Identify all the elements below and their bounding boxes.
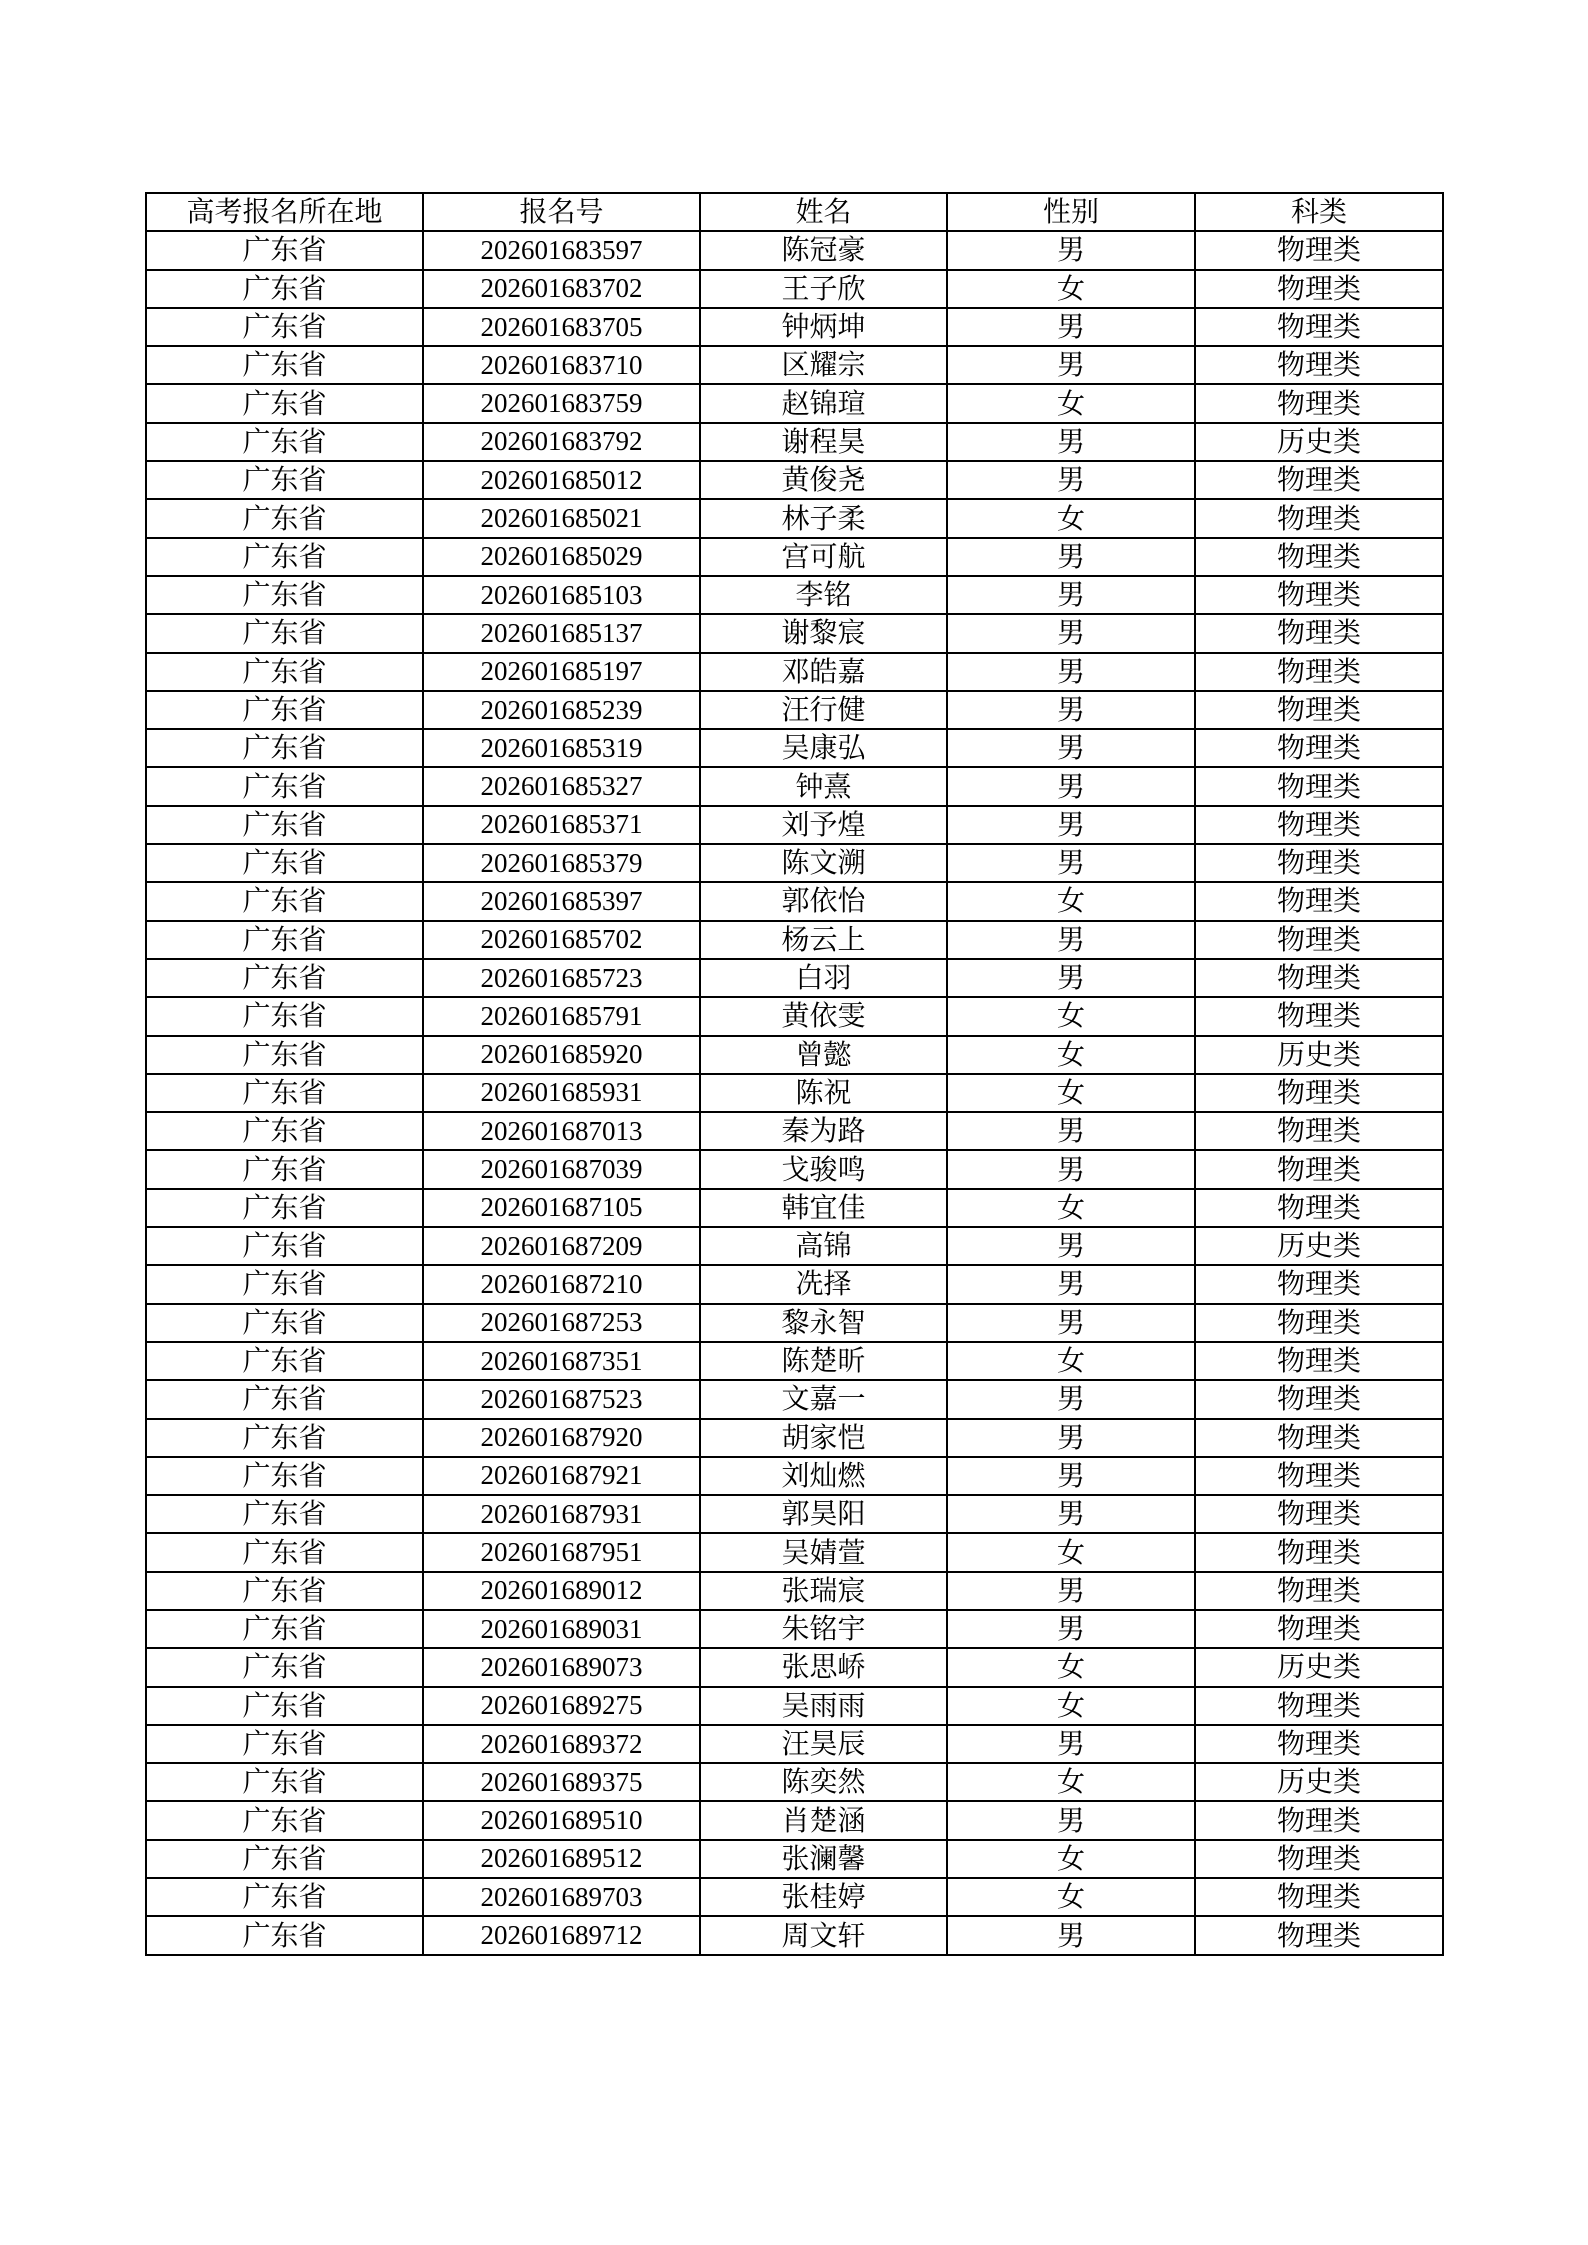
cell-gender: 男 <box>947 576 1195 614</box>
table-row <box>146 1189 1443 1227</box>
cell-subject-category: 物理类 <box>1195 346 1443 384</box>
cell-subject-category: 物理类 <box>1195 384 1443 422</box>
table-row <box>146 270 1443 308</box>
cell-gender: 男 <box>947 691 1195 729</box>
cell-location: 广东省 <box>146 882 423 920</box>
cell-subject-category: 物理类 <box>1195 1074 1443 1112</box>
cell-gender: 男 <box>947 1495 1195 1533</box>
admission-roster-table <box>145 192 1444 1956</box>
cell-location: 广东省 <box>146 231 423 269</box>
cell-subject-category: 物理类 <box>1195 231 1443 269</box>
cell-subject-category: 物理类 <box>1195 1878 1443 1916</box>
cell-name: 秦为路 <box>700 1112 947 1150</box>
cell-name: 张澜馨 <box>700 1840 947 1878</box>
table-row <box>146 806 1443 844</box>
cell-name: 李铭 <box>700 576 947 614</box>
cell-location: 广东省 <box>146 614 423 652</box>
cell-subject-category: 物理类 <box>1195 691 1443 729</box>
table-row <box>146 653 1443 691</box>
cell-gender: 男 <box>947 1150 1195 1188</box>
cell-gender: 女 <box>947 1074 1195 1112</box>
table-row <box>146 1265 1443 1303</box>
cell-name: 朱铭宇 <box>700 1610 947 1648</box>
cell-registration-number: 202601689375 <box>423 1763 700 1801</box>
cell-gender: 男 <box>947 538 1195 576</box>
cell-subject-category: 物理类 <box>1195 1533 1443 1571</box>
cell-name: 杨云上 <box>700 921 947 959</box>
cell-gender: 男 <box>947 1112 1195 1150</box>
cell-gender: 女 <box>947 270 1195 308</box>
cell-gender: 男 <box>947 921 1195 959</box>
cell-name: 吴雨雨 <box>700 1687 947 1725</box>
cell-location: 广东省 <box>146 461 423 499</box>
cell-registration-number: 202601685197 <box>423 653 700 691</box>
cell-location: 广东省 <box>146 1801 423 1839</box>
cell-registration-number: 202601687209 <box>423 1227 700 1265</box>
table-row <box>146 1036 1443 1074</box>
table-row <box>146 844 1443 882</box>
cell-gender: 女 <box>947 1533 1195 1571</box>
cell-location: 广东省 <box>146 1150 423 1188</box>
cell-gender: 男 <box>947 1572 1195 1610</box>
cell-gender: 男 <box>947 1380 1195 1418</box>
header-row <box>146 193 1443 231</box>
table-row <box>146 1610 1443 1648</box>
cell-subject-category: 物理类 <box>1195 1380 1443 1418</box>
table-row <box>146 461 1443 499</box>
table-row <box>146 1419 1443 1457</box>
cell-name: 周文轩 <box>700 1916 947 1954</box>
cell-registration-number: 202601687351 <box>423 1342 700 1380</box>
table-row <box>146 767 1443 805</box>
table-row <box>146 384 1443 422</box>
table-row <box>146 576 1443 614</box>
cell-registration-number: 202601685029 <box>423 538 700 576</box>
cell-gender: 男 <box>947 959 1195 997</box>
cell-registration-number: 202601689073 <box>423 1648 700 1686</box>
cell-registration-number: 202601683792 <box>423 423 700 461</box>
table-row <box>146 1687 1443 1725</box>
cell-name: 谢程昊 <box>700 423 947 461</box>
cell-registration-number: 202601685103 <box>423 576 700 614</box>
cell-subject-category: 历史类 <box>1195 1036 1443 1074</box>
table-row <box>146 346 1443 384</box>
cell-name: 黄俊尧 <box>700 461 947 499</box>
cell-gender: 男 <box>947 1227 1195 1265</box>
cell-location: 广东省 <box>146 1916 423 1954</box>
table-row <box>146 1572 1443 1610</box>
cell-registration-number: 202601687210 <box>423 1265 700 1303</box>
cell-name: 区耀宗 <box>700 346 947 384</box>
table-row <box>146 308 1443 346</box>
header-registration-location: 高考报名所在地 <box>146 193 423 231</box>
cell-location: 广东省 <box>146 1342 423 1380</box>
cell-registration-number: 202601685021 <box>423 499 700 537</box>
cell-name: 汪昊辰 <box>700 1725 947 1763</box>
cell-gender: 男 <box>947 844 1195 882</box>
cell-subject-category: 物理类 <box>1195 1916 1443 1954</box>
cell-registration-number: 202601685931 <box>423 1074 700 1112</box>
table-row <box>146 423 1443 461</box>
cell-location: 广东省 <box>146 806 423 844</box>
cell-location: 广东省 <box>146 384 423 422</box>
cell-gender: 女 <box>947 1763 1195 1801</box>
cell-name: 张思峤 <box>700 1648 947 1686</box>
table-row <box>146 1533 1443 1571</box>
cell-location: 广东省 <box>146 1648 423 1686</box>
table-body <box>146 231 1443 1954</box>
cell-subject-category: 物理类 <box>1195 1610 1443 1648</box>
cell-gender: 男 <box>947 1419 1195 1457</box>
cell-name: 林子柔 <box>700 499 947 537</box>
cell-location: 广东省 <box>146 1036 423 1074</box>
cell-location: 广东省 <box>146 1265 423 1303</box>
cell-location: 广东省 <box>146 1189 423 1227</box>
cell-name: 戈骏鸣 <box>700 1150 947 1188</box>
cell-gender: 女 <box>947 1342 1195 1380</box>
cell-subject-category: 物理类 <box>1195 614 1443 652</box>
cell-gender: 男 <box>947 767 1195 805</box>
cell-location: 广东省 <box>146 844 423 882</box>
cell-registration-number: 202601683702 <box>423 270 700 308</box>
table-header <box>146 193 1443 231</box>
cell-subject-category: 物理类 <box>1195 729 1443 767</box>
table-row <box>146 1648 1443 1686</box>
cell-location: 广东省 <box>146 576 423 614</box>
cell-registration-number: 202601683759 <box>423 384 700 422</box>
cell-name: 陈冠豪 <box>700 231 947 269</box>
table-row <box>146 1074 1443 1112</box>
cell-location: 广东省 <box>146 538 423 576</box>
cell-name: 谢黎宸 <box>700 614 947 652</box>
cell-subject-category: 历史类 <box>1195 1227 1443 1265</box>
cell-gender: 男 <box>947 1457 1195 1495</box>
cell-name: 陈楚昕 <box>700 1342 947 1380</box>
cell-registration-number: 202601687921 <box>423 1457 700 1495</box>
table-row <box>146 1150 1443 1188</box>
cell-name: 韩宜佳 <box>700 1189 947 1227</box>
cell-location: 广东省 <box>146 729 423 767</box>
cell-registration-number: 202601687253 <box>423 1304 700 1342</box>
cell-gender: 男 <box>947 231 1195 269</box>
cell-name: 肖楚涵 <box>700 1801 947 1839</box>
cell-location: 广东省 <box>146 1227 423 1265</box>
cell-subject-category: 物理类 <box>1195 882 1443 920</box>
cell-name: 文嘉一 <box>700 1380 947 1418</box>
cell-location: 广东省 <box>146 1304 423 1342</box>
cell-subject-category: 历史类 <box>1195 423 1443 461</box>
cell-gender: 女 <box>947 1878 1195 1916</box>
cell-location: 广东省 <box>146 997 423 1035</box>
cell-name: 郭昊阳 <box>700 1495 947 1533</box>
cell-registration-number: 202601687039 <box>423 1150 700 1188</box>
cell-location: 广东省 <box>146 1419 423 1457</box>
cell-name: 吴婧萱 <box>700 1533 947 1571</box>
cell-registration-number: 202601687523 <box>423 1380 700 1418</box>
table-row <box>146 1801 1443 1839</box>
cell-registration-number: 202601689012 <box>423 1572 700 1610</box>
cell-name: 汪行健 <box>700 691 947 729</box>
cell-location: 广东省 <box>146 1533 423 1571</box>
cell-location: 广东省 <box>146 1495 423 1533</box>
table-row <box>146 1304 1443 1342</box>
cell-subject-category: 历史类 <box>1195 1648 1443 1686</box>
cell-registration-number: 202601687951 <box>423 1533 700 1571</box>
cell-location: 广东省 <box>146 921 423 959</box>
cell-location: 广东省 <box>146 423 423 461</box>
cell-registration-number: 202601683597 <box>423 231 700 269</box>
cell-subject-category: 物理类 <box>1195 1265 1443 1303</box>
table-row <box>146 729 1443 767</box>
cell-subject-category: 物理类 <box>1195 1112 1443 1150</box>
cell-gender: 男 <box>947 423 1195 461</box>
cell-registration-number: 202601683705 <box>423 308 700 346</box>
cell-registration-number: 202601689512 <box>423 1840 700 1878</box>
cell-registration-number: 202601685137 <box>423 614 700 652</box>
cell-gender: 女 <box>947 1189 1195 1227</box>
table-row <box>146 231 1443 269</box>
cell-registration-number: 202601689510 <box>423 1801 700 1839</box>
cell-registration-number: 202601689031 <box>423 1610 700 1648</box>
cell-subject-category: 物理类 <box>1195 1840 1443 1878</box>
table-row <box>146 499 1443 537</box>
cell-registration-number: 202601685379 <box>423 844 700 882</box>
cell-registration-number: 202601687013 <box>423 1112 700 1150</box>
cell-name: 陈祝 <box>700 1074 947 1112</box>
cell-location: 广东省 <box>146 1112 423 1150</box>
cell-registration-number: 202601685012 <box>423 461 700 499</box>
cell-registration-number: 202601685397 <box>423 882 700 920</box>
table-row <box>146 1227 1443 1265</box>
cell-registration-number: 202601689275 <box>423 1687 700 1725</box>
cell-subject-category: 物理类 <box>1195 1419 1443 1457</box>
cell-registration-number: 202601683710 <box>423 346 700 384</box>
cell-name: 黎永智 <box>700 1304 947 1342</box>
cell-location: 广东省 <box>146 1610 423 1648</box>
cell-subject-category: 物理类 <box>1195 1495 1443 1533</box>
cell-location: 广东省 <box>146 1878 423 1916</box>
cell-gender: 女 <box>947 499 1195 537</box>
cell-name: 胡家恺 <box>700 1419 947 1457</box>
cell-registration-number: 202601685791 <box>423 997 700 1035</box>
cell-subject-category: 物理类 <box>1195 576 1443 614</box>
cell-subject-category: 物理类 <box>1195 653 1443 691</box>
cell-registration-number: 202601687105 <box>423 1189 700 1227</box>
cell-name: 吴康弘 <box>700 729 947 767</box>
cell-gender: 男 <box>947 1610 1195 1648</box>
table-row <box>146 1840 1443 1878</box>
cell-location: 广东省 <box>146 1380 423 1418</box>
cell-name: 陈文溯 <box>700 844 947 882</box>
cell-subject-category: 物理类 <box>1195 921 1443 959</box>
cell-registration-number: 202601689372 <box>423 1725 700 1763</box>
cell-name: 郭依怡 <box>700 882 947 920</box>
table-row <box>146 1878 1443 1916</box>
cell-subject-category: 物理类 <box>1195 1725 1443 1763</box>
table-row <box>146 538 1443 576</box>
table-row <box>146 1457 1443 1495</box>
cell-name: 钟炳坤 <box>700 308 947 346</box>
cell-subject-category: 物理类 <box>1195 1189 1443 1227</box>
cell-name: 邓皓嘉 <box>700 653 947 691</box>
cell-subject-category: 物理类 <box>1195 499 1443 537</box>
cell-name: 刘灿燃 <box>700 1457 947 1495</box>
table-row <box>146 1763 1443 1801</box>
table-row <box>146 691 1443 729</box>
cell-subject-category: 历史类 <box>1195 1763 1443 1801</box>
cell-location: 广东省 <box>146 346 423 384</box>
cell-gender: 女 <box>947 997 1195 1035</box>
cell-subject-category: 物理类 <box>1195 997 1443 1035</box>
cell-gender: 男 <box>947 1725 1195 1763</box>
cell-location: 广东省 <box>146 1074 423 1112</box>
cell-gender: 男 <box>947 1304 1195 1342</box>
cell-subject-category: 物理类 <box>1195 1304 1443 1342</box>
cell-subject-category: 物理类 <box>1195 461 1443 499</box>
cell-name: 冼择 <box>700 1265 947 1303</box>
cell-subject-category: 物理类 <box>1195 1457 1443 1495</box>
cell-location: 广东省 <box>146 1572 423 1610</box>
cell-location: 广东省 <box>146 959 423 997</box>
cell-subject-category: 物理类 <box>1195 767 1443 805</box>
cell-location: 广东省 <box>146 1457 423 1495</box>
table-row <box>146 997 1443 1035</box>
cell-name: 张瑞宸 <box>700 1572 947 1610</box>
table-row <box>146 1342 1443 1380</box>
cell-location: 广东省 <box>146 270 423 308</box>
cell-name: 高锦 <box>700 1227 947 1265</box>
cell-name: 曾懿 <box>700 1036 947 1074</box>
cell-registration-number: 202601685702 <box>423 921 700 959</box>
cell-gender: 男 <box>947 1916 1195 1954</box>
cell-subject-category: 物理类 <box>1195 1801 1443 1839</box>
cell-subject-category: 物理类 <box>1195 1150 1443 1188</box>
cell-location: 广东省 <box>146 1687 423 1725</box>
cell-registration-number: 202601687920 <box>423 1419 700 1457</box>
cell-subject-category: 物理类 <box>1195 959 1443 997</box>
cell-location: 广东省 <box>146 1725 423 1763</box>
table-row <box>146 614 1443 652</box>
cell-name: 刘予煌 <box>700 806 947 844</box>
cell-gender: 男 <box>947 653 1195 691</box>
cell-location: 广东省 <box>146 691 423 729</box>
cell-name: 赵锦瑄 <box>700 384 947 422</box>
cell-registration-number: 202601685239 <box>423 691 700 729</box>
cell-gender: 男 <box>947 729 1195 767</box>
cell-registration-number: 202601685327 <box>423 767 700 805</box>
cell-gender: 男 <box>947 308 1195 346</box>
cell-subject-category: 物理类 <box>1195 1687 1443 1725</box>
header-registration-number: 报名号 <box>423 193 700 231</box>
table-row <box>146 882 1443 920</box>
cell-gender: 男 <box>947 1801 1195 1839</box>
cell-location: 广东省 <box>146 499 423 537</box>
table-row <box>146 1380 1443 1418</box>
cell-name: 宫可航 <box>700 538 947 576</box>
cell-gender: 女 <box>947 384 1195 422</box>
cell-gender: 女 <box>947 1648 1195 1686</box>
cell-location: 广东省 <box>146 308 423 346</box>
header-name: 姓名 <box>700 193 947 231</box>
table-row <box>146 959 1443 997</box>
table-row <box>146 1112 1443 1150</box>
cell-registration-number: 202601689703 <box>423 1878 700 1916</box>
cell-gender: 女 <box>947 1036 1195 1074</box>
cell-subject-category: 物理类 <box>1195 308 1443 346</box>
header-gender: 性别 <box>947 193 1195 231</box>
cell-name: 王子欣 <box>700 270 947 308</box>
cell-registration-number: 202601685319 <box>423 729 700 767</box>
cell-gender: 男 <box>947 1265 1195 1303</box>
table-row <box>146 1916 1443 1954</box>
cell-gender: 女 <box>947 1840 1195 1878</box>
cell-location: 广东省 <box>146 653 423 691</box>
cell-gender: 男 <box>947 614 1195 652</box>
table-row <box>146 1725 1443 1763</box>
cell-gender: 男 <box>947 346 1195 384</box>
table-row <box>146 1495 1443 1533</box>
cell-location: 广东省 <box>146 1763 423 1801</box>
cell-name: 白羽 <box>700 959 947 997</box>
header-subject-category: 科类 <box>1195 193 1443 231</box>
cell-subject-category: 物理类 <box>1195 538 1443 576</box>
cell-registration-number: 202601689712 <box>423 1916 700 1954</box>
cell-gender: 男 <box>947 806 1195 844</box>
cell-gender: 女 <box>947 882 1195 920</box>
cell-subject-category: 物理类 <box>1195 270 1443 308</box>
cell-registration-number: 202601687931 <box>423 1495 700 1533</box>
table-row <box>146 921 1443 959</box>
cell-subject-category: 物理类 <box>1195 1342 1443 1380</box>
cell-registration-number: 202601685723 <box>423 959 700 997</box>
cell-registration-number: 202601685371 <box>423 806 700 844</box>
cell-name: 钟熹 <box>700 767 947 805</box>
cell-name: 陈奕然 <box>700 1763 947 1801</box>
cell-location: 广东省 <box>146 1840 423 1878</box>
cell-name: 黄依雯 <box>700 997 947 1035</box>
cell-gender: 男 <box>947 461 1195 499</box>
cell-gender: 女 <box>947 1687 1195 1725</box>
cell-location: 广东省 <box>146 767 423 805</box>
cell-subject-category: 物理类 <box>1195 844 1443 882</box>
cell-registration-number: 202601685920 <box>423 1036 700 1074</box>
cell-subject-category: 物理类 <box>1195 806 1443 844</box>
cell-subject-category: 物理类 <box>1195 1572 1443 1610</box>
cell-name: 张桂婷 <box>700 1878 947 1916</box>
